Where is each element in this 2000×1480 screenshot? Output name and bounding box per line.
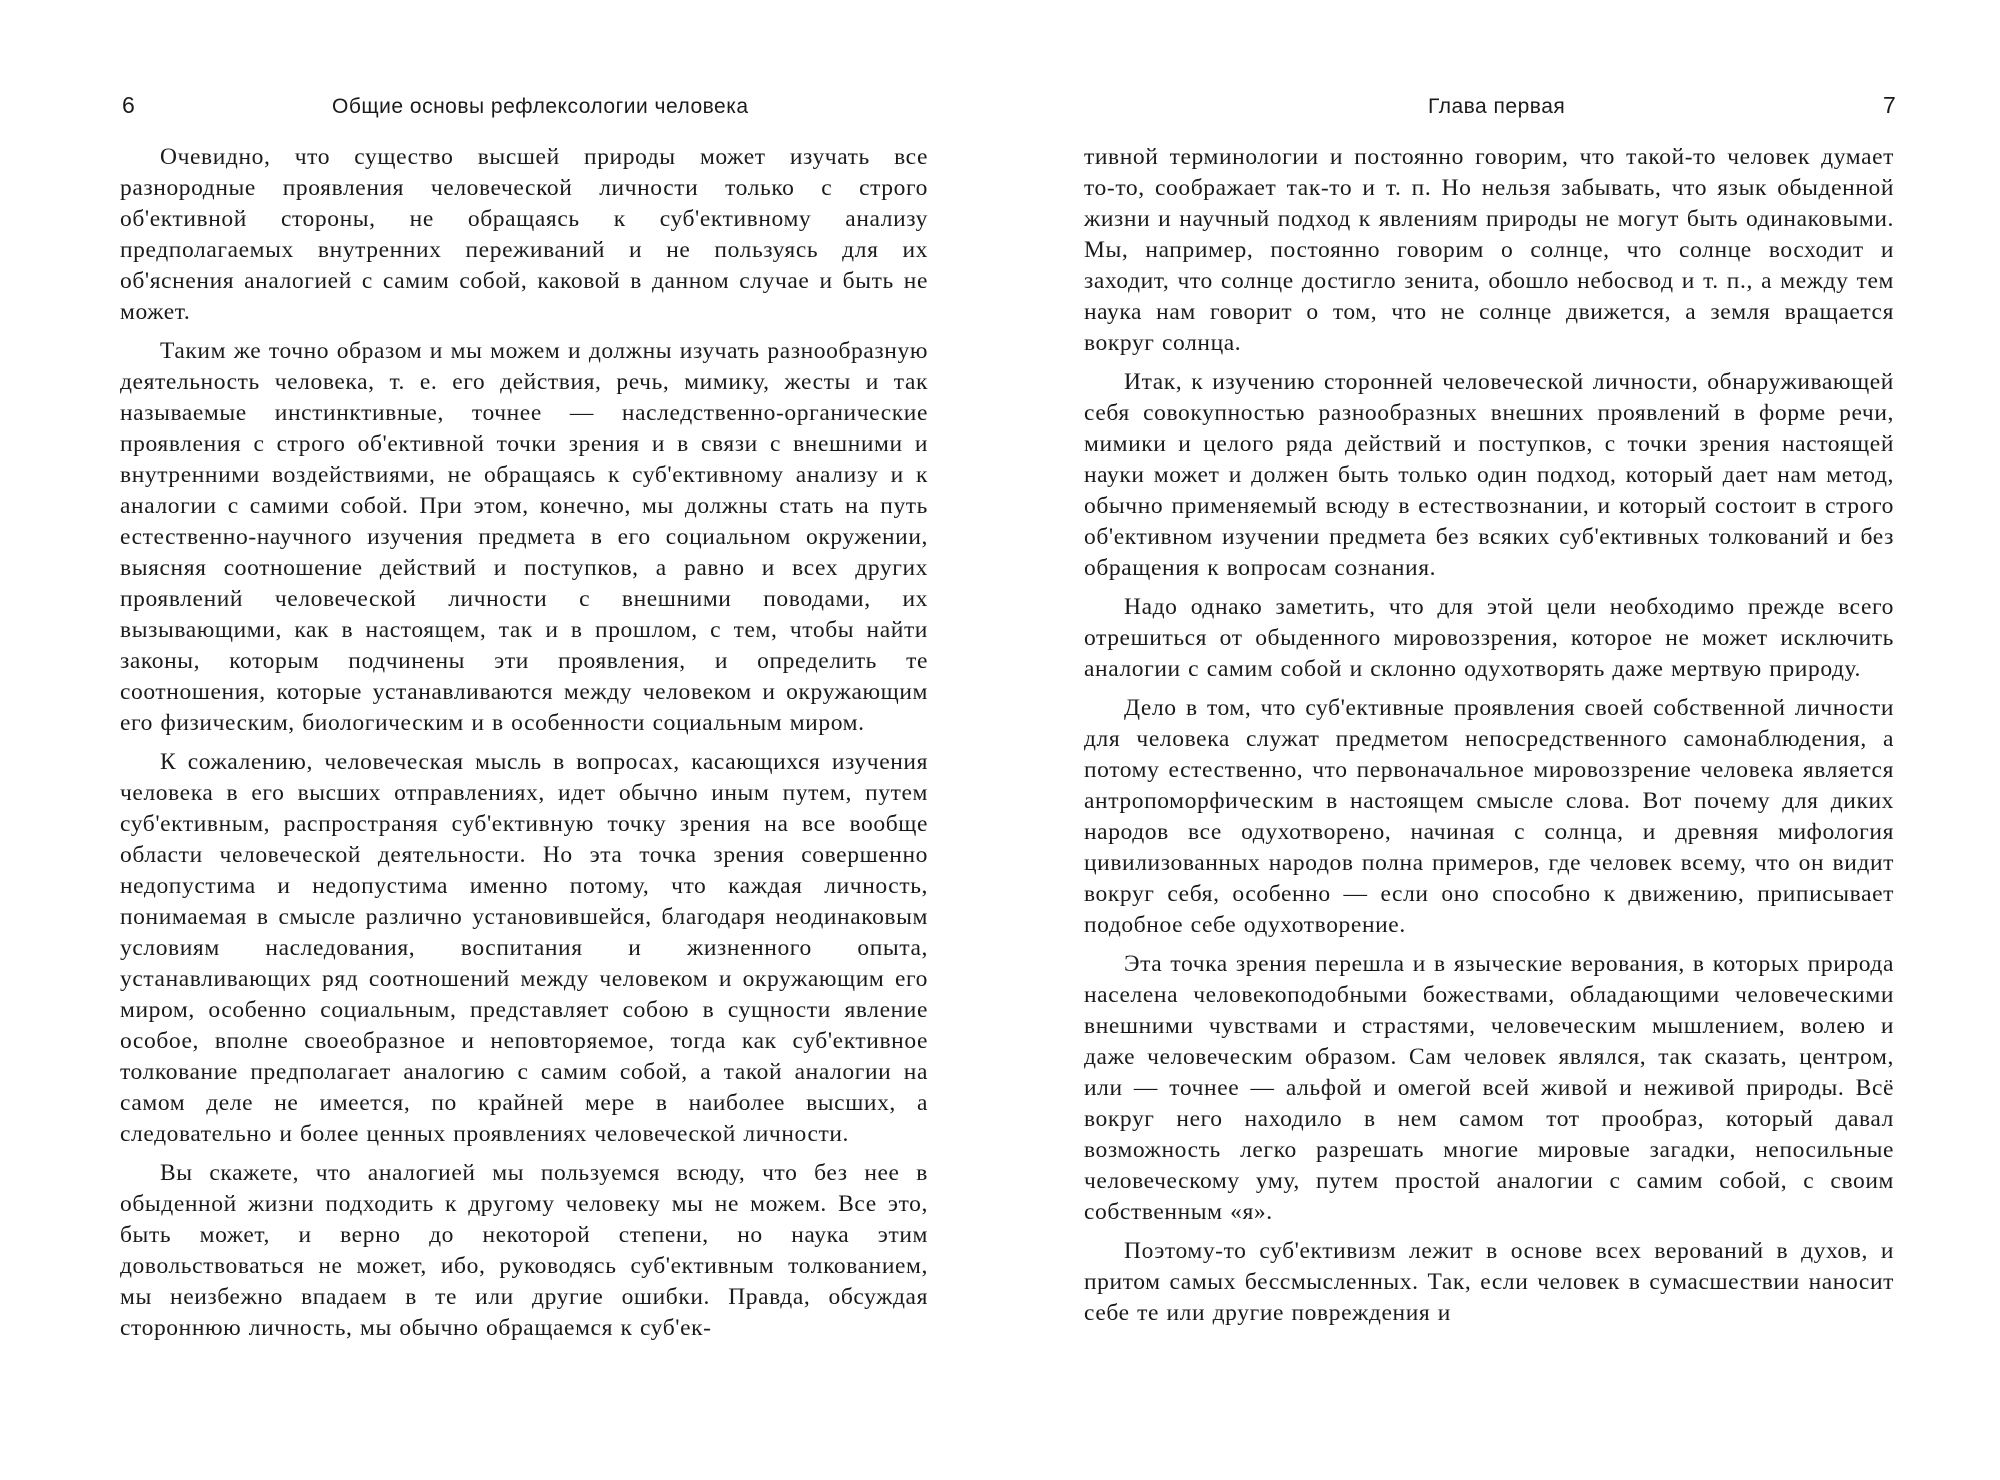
paragraph: К сожалению, человеческая мысль в вопросах, касающихся изучения человека в его высших отправлениях, идет обычно иным путем, путем суб'ективным, распространяя суб'ективную точку зрения на все вообще области человеческой деятельности. Но эта точка зрения совершенно недопустима и недопустима именно потому, что каждая личность, понимаемая в смысле различно установившейся, благодаря неодинаковым условиям наследования, воспитания и жизненного опыта, устанавливающих ряд соотношений между человеком и окружающим его миром, особенно социальным, представляет собою в сущности явление особое, вполне своеобразное и неповторяемое, тогда как суб'ективное толкование предполагает аналогию с самим собой, а такой аналогии на самом деле не имеется, по крайней мере в наиболее высших, а следовательно и более ценных проявлениях человеческой личности. xyxy=(120,749,928,1147)
paragraph: Поэтому-то суб'ективизм лежит в основе всех верований в духов, и притом самых бессмысленных. Так, если человек в сумасшествии наносит себе те или другие повреждения и xyxy=(1084,1238,1894,1326)
paragraph: Итак, к изучению сторонней человеческой личности, обнаруживающей себя совокупностью разнообразных внешних проявлений в форме речи, мимики и целого ряда действий и поступков, с точки зрения настоящей науки может и должен быть только один подход, который дает нам метод, обычно применяемый всюду в естествознании, и который состоит в строго об'ективном изучении предмета без всяких суб'ективных толкований и без обращения к вопросам сознания. xyxy=(1084,369,1894,581)
body-text-left xyxy=(120,142,928,1352)
body-text-right xyxy=(1084,142,1894,1337)
paragraph: Очевидно, что существо высшей природы может изучать все разнородные проявления человеческой личности только с строго об'ективной стороны, не обращаясь к суб'ективному анализу предполагаемых внутренних переживаний и не пользуясь для их об'яснения аналогией с самим собой, каковой в данном случае и быть не может. xyxy=(120,144,928,325)
paragraph: Таким же точно образом и мы можем и должны изучать разнообразную деятельность человека, т. е. его действия, речь, мимику, жесты и так называемые инстинктивные, точнее — наследственно-органические проявления с строго об'ективной точки зрения и в связи с внешними и внутренними воздействиями, не обращаясь к суб'ективному анализу и к аналогии с самими собой. При этом, конечно, мы должны стать на путь естественно-научного изучения предмета в его социальном окружении, выясняя соотношение действий и поступков, а равно и всех других проявлений человеческой личности с внешними поводами, их вызывающими, как в настоящем, так и в прошлом, с тем, чтобы найти законы, которым подчинены эти проявления, и определить те соотношения, которые устанавливаются между человеком и окружающим его физическим, биологическим и в особенности социальным миром. xyxy=(120,338,928,736)
paragraph: Вы скажете, что аналогией мы пользуемся всюду, что без нее в обыденной жизни подходить к другому человеку мы не можем. Все это, быть может, и верно до некоторой степени, но наука этим довольствоваться не может, ибо, руководясь суб'ективным толкованием, мы неизбежно впадаем в те или другие ошибки. Правда, обсуждая стороннюю личность, мы обычно обращаемся к суб'ек- xyxy=(120,1160,928,1341)
page-number-right: 7 xyxy=(1883,92,1896,118)
paragraph: Надо однако заметить, что для этой цели необходимо прежде всего отрешиться от обыденного мировоззрения, которое не может исключить аналогии с самим собой и склонно одухотворять даже мертвую природу. xyxy=(1084,594,1894,682)
right-page xyxy=(1000,0,2000,1480)
page-number-left: 6 xyxy=(122,92,135,118)
running-header-left: Общие основы рефлексологии человека xyxy=(332,95,749,118)
paragraph: Эта точка зрения перешла и в языческие верования, в которых природа населена человекоподобными божествами, обладающими человеческими внешними чувствами и страстями, человеческим мышлением, волею и даже человеческим образом. Сам человек являлся, так сказать, центром, или — точнее — альфой и омегой всей живой и неживой природы. Всё вокруг него находило в нем самом тот прообраз, который давал возможность легко разрешать многие мировые загадки, непосильные человеческому уму, путем простой аналогии с самим собой, с своим собственным «я». xyxy=(1084,951,1894,1225)
paragraph: Дело в том, что суб'ективные проявления своей собственной личности для человека служат предметом непосредственного самонаблюдения, а потому естественно, что первоначальное мировоззрение человека является антропоморфическим в настоящем смысле слова. Вот почему для диких народов все одухотворено, начиная с солнца, и древняя мифология цивилизованных народов полна примеров, где человек всему, что он видит вокруг себя, особенно — если оно способно к движению, приписывает подобное себе одухотворение. xyxy=(1084,695,1894,938)
paragraph-continued: тивной терминологии и постоянно говорим, что такой-то человек думает то-то, соображает так-то и т. п. Но нельзя забывать, что язык обыденной жизни и научный подход к явлениям природы не могут быть одинаковыми. Мы, например, постоянно говорим о солнце, что солнце восходит и заходит, что солнце достигло зенита, обошло небосвод и т. п., а между тем наука нам говорит о том, что не солнце движется, а земля вращается вокруг солнца. xyxy=(1084,144,1894,356)
running-header-right: Глава первая xyxy=(1428,95,1566,118)
